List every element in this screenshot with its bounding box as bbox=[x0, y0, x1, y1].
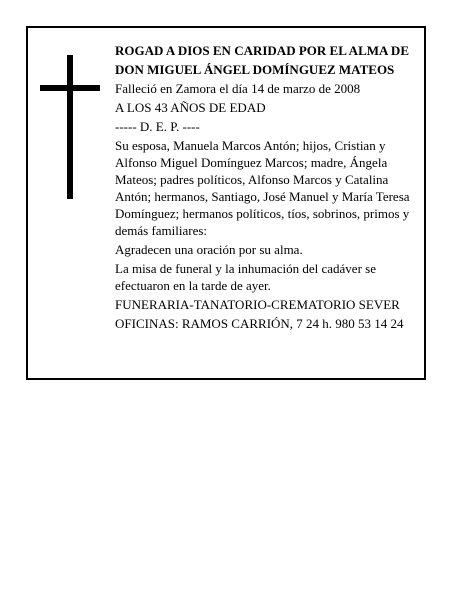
funeral-home-name: FUNERARIA-TANATORIO-CREMATORIO SEVER bbox=[115, 297, 400, 312]
funeral-home-offices: OFICINAS: RAMOS CARRIÓN, 7 24 h. 980 53 14 24 bbox=[115, 316, 404, 331]
notice-text bbox=[115, 42, 425, 334]
death-date-place: Falleció en Zamora el día 14 de marzo de 2008 bbox=[115, 81, 361, 96]
cross-vertical-bar bbox=[67, 55, 73, 199]
rest-in-peace: ----- D. E. P. ---- bbox=[115, 119, 200, 134]
family-list: Su esposa, Manuela Marcos Antón; hijos, Cristian y Alfonso Miguel Domínguez Marcos; madre, Ángela Mateos; padres políticos, Alfonso Marcos y Catalina Antón; hermanos, Santiago, José Manuel y María Teresa Domínguez; hermanos políticos, tíos, sobrinos, primos y demás familiares: bbox=[115, 138, 410, 238]
deceased-name: DON MIGUEL ÁNGEL DOMÍNGUEZ MATEOS bbox=[115, 62, 395, 77]
notice-heading: ROGAD A DIOS EN CARIDAD POR EL ALMA DE bbox=[115, 43, 409, 58]
age-at-death: A LOS 43 AÑOS DE EDAD bbox=[115, 100, 266, 115]
cross-icon bbox=[40, 55, 100, 199]
thanks-line: Agradecen una oración por su alma. bbox=[115, 242, 303, 257]
obituary-notice bbox=[26, 26, 426, 380]
cross-horizontal-bar bbox=[40, 85, 100, 91]
funeral-mass-info: La misa de funeral y la inhumación del cadáver se efectuaron en la tarde de ayer. bbox=[115, 261, 376, 293]
